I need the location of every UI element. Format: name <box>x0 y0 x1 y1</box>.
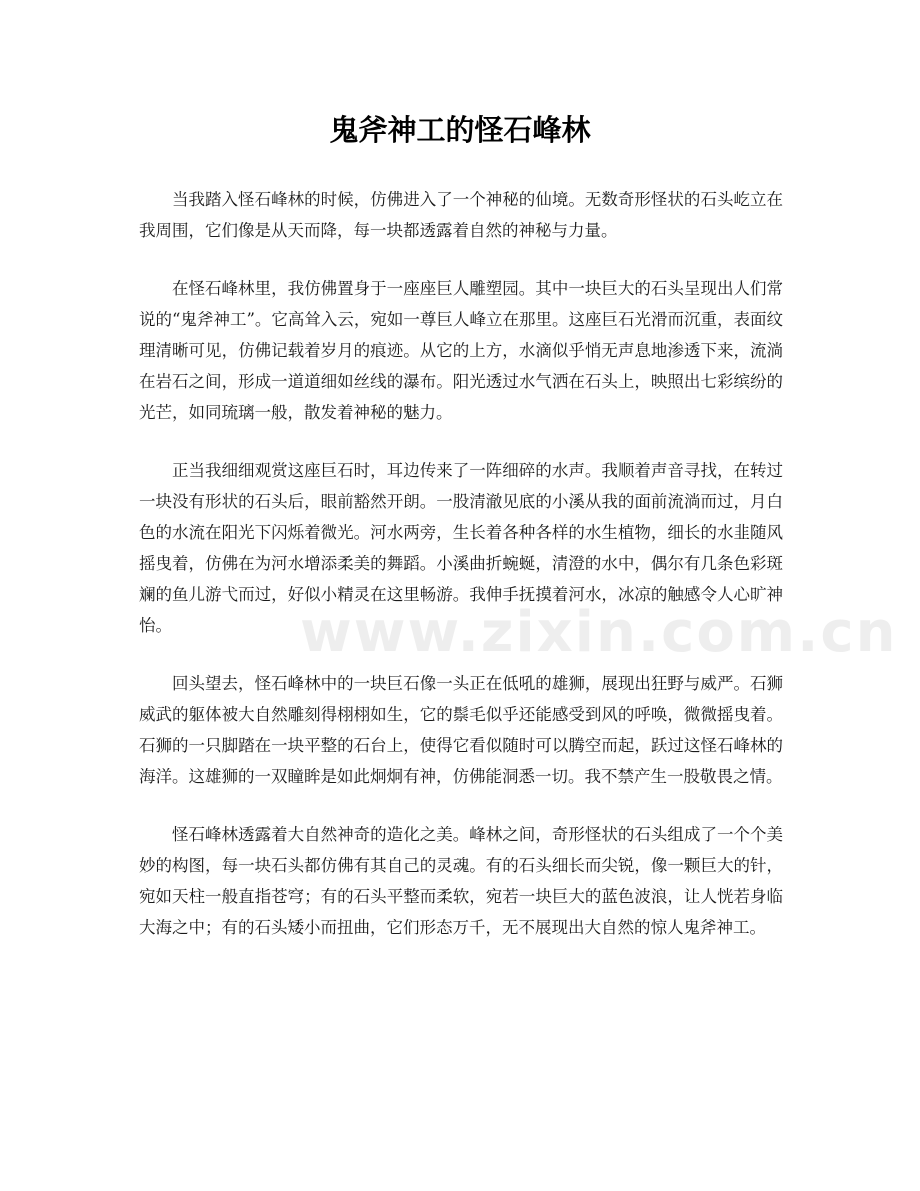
paragraph: 回头望去，怪石峰林中的一块巨石像一头正在低吼的雄狮，展现出狂野与威严。石狮威武的躯体被大自然雕刻得栩栩如生，它的鬃毛似乎还能感受到风的呼唤，微微摇曳着。石狮的一只脚踏在一块平整的石台上，使得它看似随时可以腾空而起，跃过这怪石峰林的海洋。这雄狮的一双瞳眸是如此炯炯有神，仿佛能洞悉一切。我不禁产生一股敬畏之情。 <box>139 674 783 786</box>
article-body <box>139 184 898 970</box>
watermark: www.zixin.com.cn <box>300 600 898 665</box>
paragraph: 怪石峰林透露着大自然神奇的造化之美。峰林之间，奇形怪状的石头组成了一个个美妙的构图，每一块石头都仿佛有其自己的灵魂。有的石头细长而尖锐，像一颗巨大的针，宛如天柱一般直指苍穹；有的石头平整而柔软，宛若一块巨大的蓝色波浪，让人恍若身临大海之中；有的石头矮小而扭曲，它们形态万千，无不展现出大自然的惊人鬼斧神工。 <box>139 825 783 937</box>
paragraph: 正当我细细观赏这座巨石时，耳边传来了一阵细碎的水声。我顺着声音寻找，在转过一块没有形状的石头后，眼前豁然开朗。一股清澈见底的小溪从我的面前流淌而过，月白色的水流在阳光下闪烁着微光。河水两旁，生长着各种各样的水生植物，细长的水韭随风摇曳着，仿佛在为河水增添柔美的舞蹈。小溪曲折蜿蜒，清澄的水中，偶尔有几条色彩斑斓的鱼儿游弋而过，好似小精灵在这里畅游。我伸手抚摸着河水，冰凉的触感令人心旷神怡。 <box>139 461 783 635</box>
paragraph: 在怪石峰林里，我仿佛置身于一座座巨人雕塑园。其中一块巨大的石头呈现出人们常说的“鬼斧神工”。它高耸入云，宛如一尊巨人峰立在那里。这座巨石光滑而沉重，表面纹理清晰可见，仿佛记载着岁月的痕迹。从它的上方，水滴似乎悄无声息地渗透下来，流淌在岩石之间，形成一道道细如丝线的瀑布。阳光透过水气洒在石头上，映照出七彩缤纷的光芒，如同琉璃一般，散发着神秘的魅力。 <box>139 279 783 422</box>
paragraph: 当我踏入怪石峰林的时候，仿佛进入了一个神秘的仙境。无数奇形怪状的石头屹立在我周围，它们像是从天而降，每一块都透露着自然的神秘与力量。 <box>139 190 783 240</box>
page-title: 鬼斧神工的怪石峰林 <box>329 113 591 147</box>
